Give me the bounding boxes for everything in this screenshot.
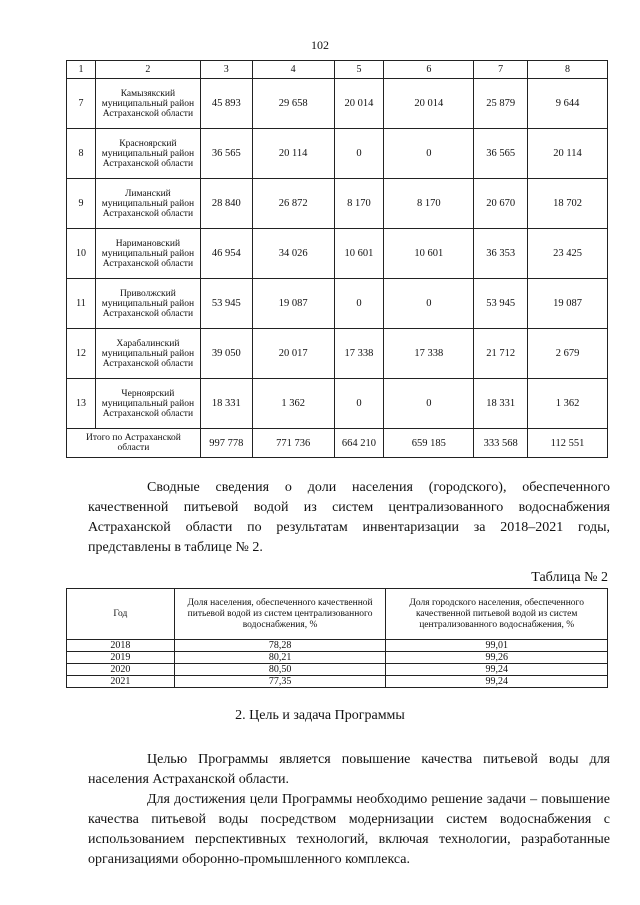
table-row: [67, 664, 608, 676]
table-row: [67, 329, 608, 379]
value-cell: 20 114: [528, 129, 608, 179]
column-number: 2: [95, 61, 200, 79]
value-cell: 25 879: [474, 79, 528, 129]
value-cell: 39 050: [200, 329, 252, 379]
value-cell: 53 945: [200, 279, 252, 329]
value-cell: 1 362: [528, 379, 608, 429]
value-cell: 36 565: [474, 129, 528, 179]
table-header-row: [67, 589, 608, 640]
year-cell: 2021: [67, 676, 175, 688]
value-cell: 99,01: [386, 640, 608, 652]
value-cell: 0: [334, 379, 384, 429]
municipal-water-table: [66, 60, 608, 458]
header-year: Год: [67, 589, 175, 640]
header-share-all: Доля населения, обеспеченного качественной питьевой водой из систем централизованного водоснабжения, %: [174, 589, 386, 640]
value-cell: 99,26: [386, 652, 608, 664]
column-number: 7: [474, 61, 528, 79]
table-header-row: [67, 61, 608, 79]
row-number: 8: [67, 129, 96, 179]
total-value: 997 778: [200, 429, 252, 458]
district-name: Лиманский муниципальный район Астраханской области: [95, 179, 200, 229]
value-cell: 0: [384, 129, 474, 179]
value-cell: 99,24: [386, 664, 608, 676]
total-row: [67, 429, 608, 458]
total-value: 771 736: [252, 429, 334, 458]
total-label: Итого по Астраханской области: [67, 429, 201, 458]
year-cell: 2018: [67, 640, 175, 652]
value-cell: 18 702: [528, 179, 608, 229]
year-cell: 2020: [67, 664, 175, 676]
table-row: [67, 279, 608, 329]
value-cell: 34 026: [252, 229, 334, 279]
value-cell: 1 362: [252, 379, 334, 429]
value-cell: 80,21: [174, 652, 386, 664]
column-number: 4: [252, 61, 334, 79]
table-row: [67, 129, 608, 179]
column-number: 1: [67, 61, 96, 79]
row-number: 9: [67, 179, 96, 229]
total-value: 664 210: [334, 429, 384, 458]
table-row: [67, 640, 608, 652]
table2-caption: Таблица № 2: [531, 570, 608, 585]
value-cell: 19 087: [528, 279, 608, 329]
row-number: 12: [67, 329, 96, 379]
table-row: [67, 652, 608, 664]
value-cell: 10 601: [384, 229, 474, 279]
total-value: 112 551: [528, 429, 608, 458]
water-share-table: [66, 588, 608, 688]
value-cell: 29 658: [252, 79, 334, 129]
value-cell: 21 712: [474, 329, 528, 379]
table-row: [67, 79, 608, 129]
value-cell: 99,24: [386, 676, 608, 688]
value-cell: 20 017: [252, 329, 334, 379]
value-cell: 8 170: [334, 179, 384, 229]
page-number: 102: [311, 38, 329, 52]
value-cell: 0: [384, 379, 474, 429]
table-row: [67, 229, 608, 279]
value-cell: 78,28: [174, 640, 386, 652]
district-name: Наримановский муниципальный район Астраханской области: [95, 229, 200, 279]
value-cell: 46 954: [200, 229, 252, 279]
summary-paragraph: Сводные сведения о доли населения (городского), обеспеченного качественной питьевой водой из систем централизованного водоснабжения Астраханской области по результатам инвентаризации за 2018–2021 годы, представлены в таблице № 2.: [88, 480, 610, 555]
row-number: 11: [67, 279, 96, 329]
district-name: Черноярский муниципальный район Астраханской области: [95, 379, 200, 429]
value-cell: 20 014: [334, 79, 384, 129]
value-cell: 80,50: [174, 664, 386, 676]
district-name: Приволжский муниципальный район Астраханской области: [95, 279, 200, 329]
value-cell: 20 014: [384, 79, 474, 129]
value-cell: 23 425: [528, 229, 608, 279]
year-cell: 2019: [67, 652, 175, 664]
column-number: 8: [528, 61, 608, 79]
table-row: [67, 379, 608, 429]
value-cell: 28 840: [200, 179, 252, 229]
district-name: Харабалинский муниципальный район Астраханской области: [95, 329, 200, 379]
header-share-urban: Доля городского населения, обеспеченного качественной питьевой водой из систем централизованного водоснабжения, %: [386, 589, 608, 640]
value-cell: 0: [334, 279, 384, 329]
value-cell: 9 644: [528, 79, 608, 129]
value-cell: 20 670: [474, 179, 528, 229]
value-cell: 18 331: [200, 379, 252, 429]
total-value: 333 568: [474, 429, 528, 458]
goal-paragraph: Целью Программы является повышение качества питьевой воды для населения Астраханской области.: [88, 752, 610, 787]
value-cell: 0: [384, 279, 474, 329]
value-cell: 36 565: [200, 129, 252, 179]
value-cell: 36 353: [474, 229, 528, 279]
value-cell: 17 338: [384, 329, 474, 379]
value-cell: 26 872: [252, 179, 334, 229]
district-name: Камызякский муниципальный район Астраханской области: [95, 79, 200, 129]
value-cell: 2 679: [528, 329, 608, 379]
value-cell: 77,35: [174, 676, 386, 688]
task-paragraph: Для достижения цели Программы необходимо решение задачи – повышение качества питьевой воды посредством модернизации систем водоснабжения с использованием перспективных технологий, включая технологии, разработанные организациями оборонно-промышленного комплекса.: [88, 792, 610, 867]
value-cell: 18 331: [474, 379, 528, 429]
district-name: Красноярский муниципальный район Астраханской области: [95, 129, 200, 179]
table-row: [67, 179, 608, 229]
row-number: 13: [67, 379, 96, 429]
total-value: 659 185: [384, 429, 474, 458]
value-cell: 10 601: [334, 229, 384, 279]
value-cell: 45 893: [200, 79, 252, 129]
value-cell: 19 087: [252, 279, 334, 329]
column-number: 5: [334, 61, 384, 79]
value-cell: 53 945: [474, 279, 528, 329]
table-row: [67, 676, 608, 688]
value-cell: 20 114: [252, 129, 334, 179]
value-cell: 17 338: [334, 329, 384, 379]
value-cell: 0: [334, 129, 384, 179]
value-cell: 8 170: [384, 179, 474, 229]
column-number: 6: [384, 61, 474, 79]
row-number: 7: [67, 79, 96, 129]
section-heading: 2. Цель и задача Программы: [235, 708, 405, 723]
column-number: 3: [200, 61, 252, 79]
row-number: 10: [67, 229, 96, 279]
